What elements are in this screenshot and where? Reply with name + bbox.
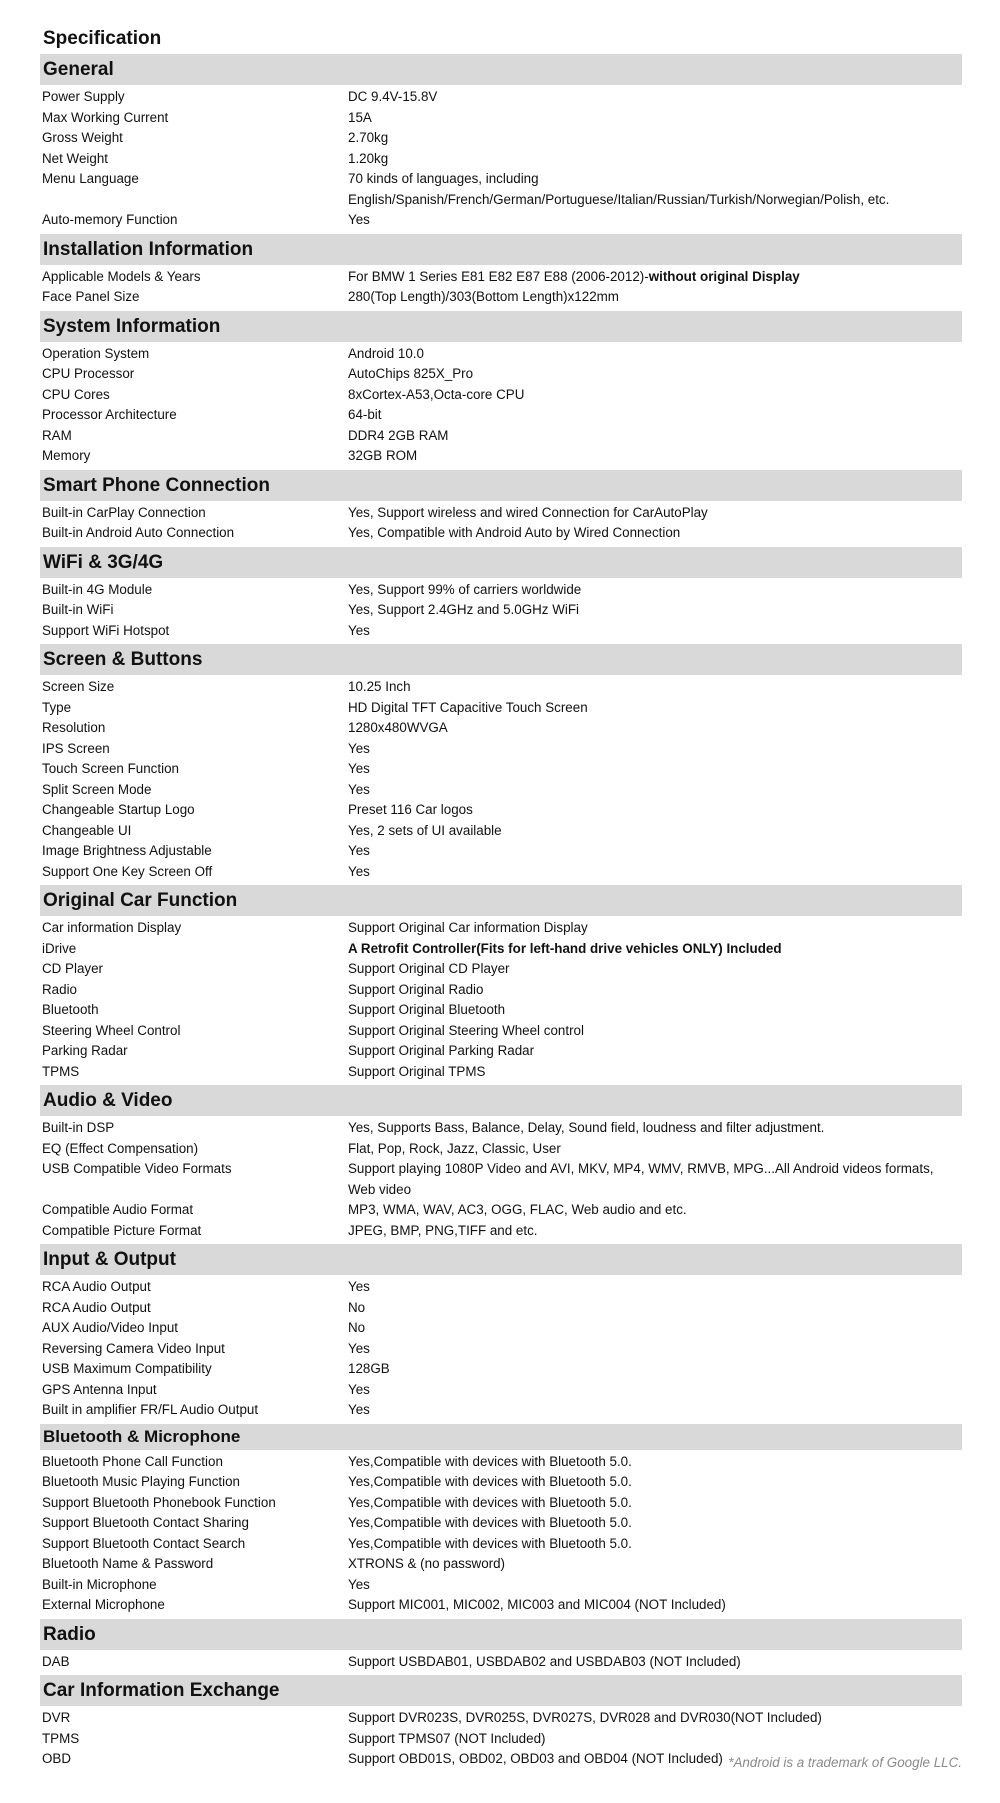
spec-label: TPMS xyxy=(42,1063,80,1079)
spec-value-text: Yes xyxy=(348,1340,370,1356)
spec-value-text: Yes, Support 2.4GHz and 5.0GHz WiFi xyxy=(348,602,579,617)
spec-row xyxy=(40,149,962,170)
spec-value xyxy=(348,1452,962,1473)
spec-value-text: Yes xyxy=(348,863,370,879)
spec-value xyxy=(348,1298,962,1319)
spec-value-text: XTRONS & (no password) xyxy=(348,1556,506,1571)
spec-rows xyxy=(40,916,962,1085)
spec-row xyxy=(40,841,962,862)
spec-value-text: Support DVR023S, DVR025S, DVR027S, DVR028 and DVR030(NOT Included) xyxy=(348,1710,822,1725)
spec-value-text: Yes xyxy=(348,1402,370,1417)
trademark-footnote: *Android is a trademark of Google LLC. xyxy=(728,1755,962,1770)
spec-value-text: Yes xyxy=(348,843,370,858)
spec-value-text: No xyxy=(348,1299,366,1315)
section-general xyxy=(40,54,962,234)
spec-sections xyxy=(40,54,962,1773)
spec-value-text: No xyxy=(348,1320,366,1335)
spec-value-text: 32GB ROM xyxy=(348,448,418,463)
section-input-and-output xyxy=(40,1244,962,1424)
spec-label: Steering Wheel Control xyxy=(42,1022,181,1038)
spec-value-text: Yes xyxy=(348,740,370,756)
spec-label: Applicable Models & Years xyxy=(42,268,201,284)
spec-value-text: Flat, Pop, Rock, Jazz, Classic, User xyxy=(348,1140,561,1156)
spec-label: Bluetooth Music Playing Function xyxy=(42,1474,240,1489)
spec-value-text: Yes xyxy=(348,761,370,776)
spec-row xyxy=(40,503,962,524)
spec-value-text: 8xCortex-A53,Octa-core CPU xyxy=(348,386,525,402)
spec-row xyxy=(40,426,962,447)
spec-row xyxy=(40,1000,962,1021)
spec-label: Support Bluetooth Contact Sharing xyxy=(42,1515,249,1530)
spec-row xyxy=(40,780,962,801)
section-screen-and-buttons xyxy=(40,644,962,885)
spec-row xyxy=(40,1513,962,1534)
spec-rows xyxy=(40,265,962,311)
spec-value-text: DDR4 2GB RAM xyxy=(348,427,449,443)
spec-row xyxy=(40,1472,962,1493)
section-header: Bluetooth & Microphone xyxy=(40,1424,962,1450)
spec-value xyxy=(348,1277,962,1298)
section-header: Original Car Function xyxy=(40,885,962,916)
spec-row xyxy=(40,1062,962,1083)
spec-label: RCA Audio Output xyxy=(42,1279,151,1294)
spec-row xyxy=(40,1021,962,1042)
spec-label: Menu Language xyxy=(42,171,139,186)
spec-row xyxy=(40,1575,962,1596)
spec-value-text: Yes,Compatible with devices with Bluetooth 5.0. xyxy=(348,1535,632,1551)
spec-row xyxy=(40,210,962,231)
spec-value-text: Preset 116 Car logos xyxy=(348,802,473,817)
spec-row xyxy=(40,621,962,642)
spec-label: Radio xyxy=(42,981,77,997)
spec-value xyxy=(348,1493,962,1514)
spec-value xyxy=(348,1359,962,1380)
spec-value xyxy=(348,677,962,698)
section-header: Car Information Exchange xyxy=(40,1675,962,1706)
spec-value-text: For BMW 1 Series E81 E82 E87 E88 (2006-2012)- xyxy=(348,268,649,284)
spec-value xyxy=(348,108,962,129)
spec-value-text: 70 kinds of languages, including English/Spanish/French/German/Portuguese/Italian/Russian/Turkish/Norwegian/Polish, etc. xyxy=(348,171,890,207)
spec-value-text: Support Original Car information Display xyxy=(348,920,588,935)
spec-value xyxy=(348,426,962,447)
spec-value xyxy=(348,1139,962,1160)
spec-label: Built-in Microphone xyxy=(42,1576,157,1592)
spec-value-text: Yes, Support 99% of carriers worldwide xyxy=(348,581,582,597)
spec-label: Compatible Picture Format xyxy=(42,1222,202,1238)
spec-value xyxy=(348,1000,962,1021)
spec-label: Built-in DSP xyxy=(42,1120,115,1135)
spec-label: Operation System xyxy=(42,345,150,361)
section-system-information xyxy=(40,311,962,470)
spec-row xyxy=(40,344,962,365)
spec-label: Compatible Audio Format xyxy=(42,1202,194,1217)
section-audio-and-video xyxy=(40,1085,962,1244)
spec-label: CD Player xyxy=(42,961,104,976)
spec-value-text: Yes, Supports Bass, Balance, Delay, Sound field, loudness and filter adjustment. xyxy=(348,1120,825,1135)
section-header: Audio & Video xyxy=(40,1085,962,1116)
spec-value xyxy=(348,405,962,426)
spec-row xyxy=(40,980,962,1001)
spec-value-text: Yes,Compatible with devices with Bluetooth 5.0. xyxy=(348,1515,632,1530)
spec-row xyxy=(40,1452,962,1473)
spec-value-text: 10.25 Inch xyxy=(348,679,411,694)
spec-value xyxy=(348,1380,962,1401)
spec-row xyxy=(40,939,962,960)
spec-value xyxy=(348,1534,962,1555)
section-wifi-and-3g-4g xyxy=(40,547,962,645)
spec-label: USB Maximum Compatibility xyxy=(42,1361,212,1376)
section-header: WiFi & 3G/4G xyxy=(40,547,962,578)
spec-value-text: MP3, WMA, WAV, AC3, OGG, FLAC, Web audio and etc. xyxy=(348,1202,687,1217)
spec-value-text: 280(Top Length)/303(Bottom Length)x122mm xyxy=(348,289,619,304)
spec-row xyxy=(40,800,962,821)
section-header: Input & Output xyxy=(40,1244,962,1275)
spec-label: Changeable UI xyxy=(42,822,132,838)
spec-value-text: Support Original Radio xyxy=(348,981,484,997)
spec-value-text: DC 9.4V-15.8V xyxy=(348,89,438,104)
spec-row xyxy=(40,1652,962,1673)
spec-value-text: Yes, Support wireless and wired Connection for CarAutoPlay xyxy=(348,504,708,520)
spec-label: Changeable Startup Logo xyxy=(42,802,195,817)
spec-label: Split Screen Mode xyxy=(42,781,152,797)
spec-row xyxy=(40,698,962,719)
spec-row xyxy=(40,1595,962,1616)
spec-value xyxy=(348,169,962,210)
spec-value xyxy=(348,1339,962,1360)
spec-row xyxy=(40,1277,962,1298)
spec-row xyxy=(40,523,962,544)
spec-value-text: Yes, Compatible with Android Auto by Wired Connection xyxy=(348,525,681,540)
spec-label: External Microphone xyxy=(42,1597,165,1612)
spec-row xyxy=(40,1200,962,1221)
spec-label: Built-in 4G Module xyxy=(42,581,153,597)
spec-value xyxy=(348,385,962,406)
spec-row xyxy=(40,600,962,621)
spec-value xyxy=(348,503,962,524)
spec-value xyxy=(348,1554,962,1575)
spec-value xyxy=(348,210,962,231)
spec-value-text: Yes xyxy=(348,1279,370,1294)
spec-rows xyxy=(40,1116,962,1244)
spec-row xyxy=(40,1339,962,1360)
page-title: Specification xyxy=(43,28,162,49)
spec-rows xyxy=(40,1450,962,1619)
spec-label: Built-in CarPlay Connection xyxy=(42,504,206,520)
spec-rows xyxy=(40,501,962,547)
spec-row xyxy=(40,862,962,883)
spec-label: IPS Screen xyxy=(42,740,110,756)
spec-label: OBD xyxy=(42,1751,72,1766)
spec-label: Max Working Current xyxy=(42,109,169,125)
spec-row xyxy=(40,87,962,108)
section-header: Radio xyxy=(40,1619,962,1650)
spec-row xyxy=(40,1708,962,1729)
spec-row xyxy=(40,169,962,210)
spec-value xyxy=(348,959,962,980)
section-installation-information xyxy=(40,234,962,311)
spec-value xyxy=(348,759,962,780)
spec-value xyxy=(348,1318,962,1339)
spec-value-text: Support playing 1080P Video and AVI, MKV, MP4, WMV, RMVB, MPG...All Android videos formats, Web video xyxy=(348,1161,934,1197)
spec-rows xyxy=(40,85,962,234)
spec-label: iDrive xyxy=(42,940,77,956)
spec-value-text: Yes, 2 sets of UI available xyxy=(348,822,502,838)
spec-value-text: Yes xyxy=(348,212,370,227)
spec-value-text: Yes xyxy=(348,1381,370,1397)
spec-label: Screen Size xyxy=(42,679,115,694)
spec-label: Parking Radar xyxy=(42,1043,128,1058)
spec-label: Bluetooth xyxy=(42,1002,99,1017)
spec-value-text: 1.20kg xyxy=(348,150,389,166)
spec-label: Support Bluetooth Contact Search xyxy=(42,1535,246,1551)
spec-label: Car information Display xyxy=(42,920,182,935)
spec-value xyxy=(348,821,962,842)
spec-row xyxy=(40,1534,962,1555)
spec-value xyxy=(348,1652,962,1673)
spec-value xyxy=(348,580,962,601)
spec-value-text: 128GB xyxy=(348,1361,390,1376)
spec-value xyxy=(348,621,962,642)
spec-value xyxy=(348,364,962,385)
spec-row xyxy=(40,739,962,760)
spec-value xyxy=(348,918,962,939)
spec-value xyxy=(348,149,962,170)
spec-row xyxy=(40,287,962,308)
spec-label: Face Panel Size xyxy=(42,289,140,304)
spec-label: Net Weight xyxy=(42,150,108,166)
spec-row xyxy=(40,385,962,406)
spec-label: CPU Processor xyxy=(42,366,135,381)
spec-value-text: Yes xyxy=(348,1576,370,1592)
spec-value-text: AutoChips 825X_Pro xyxy=(348,366,474,381)
spec-value xyxy=(348,87,962,108)
spec-label: Bluetooth Name & Password xyxy=(42,1556,214,1571)
spec-row xyxy=(40,446,962,467)
spec-row xyxy=(40,677,962,698)
spec-rows xyxy=(40,1650,962,1676)
spec-value xyxy=(348,1729,962,1750)
spec-label: Power Supply xyxy=(42,89,125,104)
spec-label: Gross Weight xyxy=(42,130,123,145)
spec-label: DVR xyxy=(42,1710,71,1725)
spec-value-text: Yes xyxy=(348,622,370,638)
spec-row xyxy=(40,1554,962,1575)
spec-value xyxy=(348,1118,962,1139)
spec-label: EQ (Effect Compensation) xyxy=(42,1140,199,1156)
spec-value-text: HD Digital TFT Capacitive Touch Screen xyxy=(348,699,588,715)
spec-label: Reversing Camera Video Input xyxy=(42,1340,225,1356)
spec-label: AUX Audio/Video Input xyxy=(42,1320,178,1335)
spec-row xyxy=(40,1729,962,1750)
spec-rows xyxy=(40,675,962,885)
spec-value xyxy=(348,780,962,801)
spec-page xyxy=(40,24,962,1773)
spec-value xyxy=(348,600,962,621)
spec-value xyxy=(348,267,962,288)
spec-value xyxy=(348,1021,962,1042)
spec-row xyxy=(40,405,962,426)
spec-rows xyxy=(40,578,962,645)
spec-value-text: Support Original TPMS xyxy=(348,1063,486,1079)
spec-value-text: Support USBDAB01, USBDAB02 and USBDAB03 (NOT Included) xyxy=(348,1653,741,1669)
spec-row xyxy=(40,918,962,939)
spec-value xyxy=(348,841,962,862)
spec-value xyxy=(348,718,962,739)
spec-label: Support One Key Screen Off xyxy=(42,863,213,879)
spec-row xyxy=(40,1380,962,1401)
section-header: Installation Information xyxy=(40,234,962,265)
spec-value-text: 2.70kg xyxy=(348,130,389,145)
spec-value xyxy=(348,1041,962,1062)
spec-value xyxy=(348,939,962,960)
spec-label: CPU Cores xyxy=(42,386,110,402)
spec-label: Support Bluetooth Phonebook Function xyxy=(42,1494,276,1510)
spec-label: Memory xyxy=(42,448,91,463)
spec-value-bold-text: without original Display xyxy=(648,268,800,284)
spec-row xyxy=(40,1493,962,1514)
section-header: System Information xyxy=(40,311,962,342)
section-header: General xyxy=(40,54,962,85)
spec-label: Resolution xyxy=(42,720,106,735)
section-radio xyxy=(40,1619,962,1676)
spec-row xyxy=(40,1400,962,1421)
spec-row xyxy=(40,267,962,288)
spec-value-text: Support Original CD Player xyxy=(348,961,510,976)
spec-row xyxy=(40,718,962,739)
spec-row xyxy=(40,1139,962,1160)
spec-value xyxy=(348,1575,962,1596)
spec-value xyxy=(348,1159,962,1200)
spec-label: Processor Architecture xyxy=(42,407,177,422)
spec-row xyxy=(40,759,962,780)
spec-value-bold-text: A Retrofit Controller(Fits for left-hand drive vehicles ONLY) Included xyxy=(348,940,782,956)
spec-row xyxy=(40,1118,962,1139)
spec-value xyxy=(348,1595,962,1616)
spec-value xyxy=(348,446,962,467)
spec-row xyxy=(40,821,962,842)
section-header: Screen & Buttons xyxy=(40,644,962,675)
spec-value-text: 1280x480WVGA xyxy=(348,720,448,735)
spec-row xyxy=(40,1041,962,1062)
spec-value xyxy=(348,1221,962,1242)
spec-label: Image Brightness Adjustable xyxy=(42,843,212,858)
spec-value xyxy=(348,1513,962,1534)
spec-value-text: Yes,Compatible with devices with Bluetooth 5.0. xyxy=(348,1494,632,1510)
spec-value xyxy=(348,1472,962,1493)
spec-row xyxy=(40,959,962,980)
spec-value xyxy=(348,523,962,544)
spec-value-text: JPEG, BMP, PNG,TIFF and etc. xyxy=(348,1222,538,1238)
spec-value-text: Yes xyxy=(348,781,370,797)
spec-rows xyxy=(40,342,962,470)
spec-row xyxy=(40,1159,962,1200)
spec-value-text: Support TPMS07 (NOT Included) xyxy=(348,1730,546,1746)
spec-row xyxy=(40,1298,962,1319)
spec-value-text: 15A xyxy=(348,109,372,125)
spec-value xyxy=(348,862,962,883)
spec-value xyxy=(348,1200,962,1221)
spec-value xyxy=(348,287,962,308)
spec-value xyxy=(348,1400,962,1421)
spec-label: Type xyxy=(42,699,72,715)
spec-value xyxy=(348,698,962,719)
section-smart-phone-connection xyxy=(40,470,962,547)
spec-row xyxy=(40,1318,962,1339)
spec-label: Support WiFi Hotspot xyxy=(42,622,170,638)
spec-label: TPMS xyxy=(42,1730,80,1746)
spec-value-text: Support Original Steering Wheel control xyxy=(348,1022,584,1038)
section-bluetooth-and-microphone xyxy=(40,1424,962,1619)
spec-value-text: Yes,Compatible with devices with Bluetooth 5.0. xyxy=(348,1453,632,1469)
spec-value-text: Support Original Bluetooth xyxy=(348,1002,506,1017)
spec-value xyxy=(348,1062,962,1083)
spec-row xyxy=(40,580,962,601)
spec-value-text: Support OBD01S, OBD02, OBD03 and OBD04 (NOT Included) xyxy=(348,1751,723,1766)
spec-value xyxy=(348,128,962,149)
spec-value-text: 64-bit xyxy=(348,407,382,422)
spec-row xyxy=(40,1221,962,1242)
spec-label: GPS Antenna Input xyxy=(42,1381,157,1397)
spec-label: USB Compatible Video Formats xyxy=(42,1161,232,1176)
spec-value xyxy=(348,980,962,1001)
spec-row xyxy=(40,364,962,385)
spec-label: Touch Screen Function xyxy=(42,761,179,776)
section-original-car-function xyxy=(40,885,962,1085)
spec-value xyxy=(348,344,962,365)
spec-value xyxy=(348,1708,962,1729)
spec-value-text: Support MIC001, MIC002, MIC003 and MIC004 (NOT Included) xyxy=(348,1597,726,1612)
spec-value-text: Support Original Parking Radar xyxy=(348,1043,535,1058)
spec-value-text: Yes,Compatible with devices with Bluetooth 5.0. xyxy=(348,1474,632,1489)
spec-label: RCA Audio Output xyxy=(42,1299,151,1315)
section-header: Smart Phone Connection xyxy=(40,470,962,501)
spec-label: Auto-memory Function xyxy=(42,212,178,227)
spec-value xyxy=(348,739,962,760)
spec-label: Bluetooth Phone Call Function xyxy=(42,1453,223,1469)
spec-row xyxy=(40,128,962,149)
spec-rows xyxy=(40,1275,962,1424)
spec-row xyxy=(40,108,962,129)
spec-value xyxy=(348,800,962,821)
spec-label: Built-in WiFi xyxy=(42,602,114,617)
spec-label: RAM xyxy=(42,427,72,443)
spec-label: Built in amplifier FR/FL Audio Output xyxy=(42,1402,259,1417)
spec-row xyxy=(40,1359,962,1380)
spec-value-text: Android 10.0 xyxy=(348,345,424,361)
spec-label: DAB xyxy=(42,1653,70,1669)
spec-label: Built-in Android Auto Connection xyxy=(42,525,235,540)
